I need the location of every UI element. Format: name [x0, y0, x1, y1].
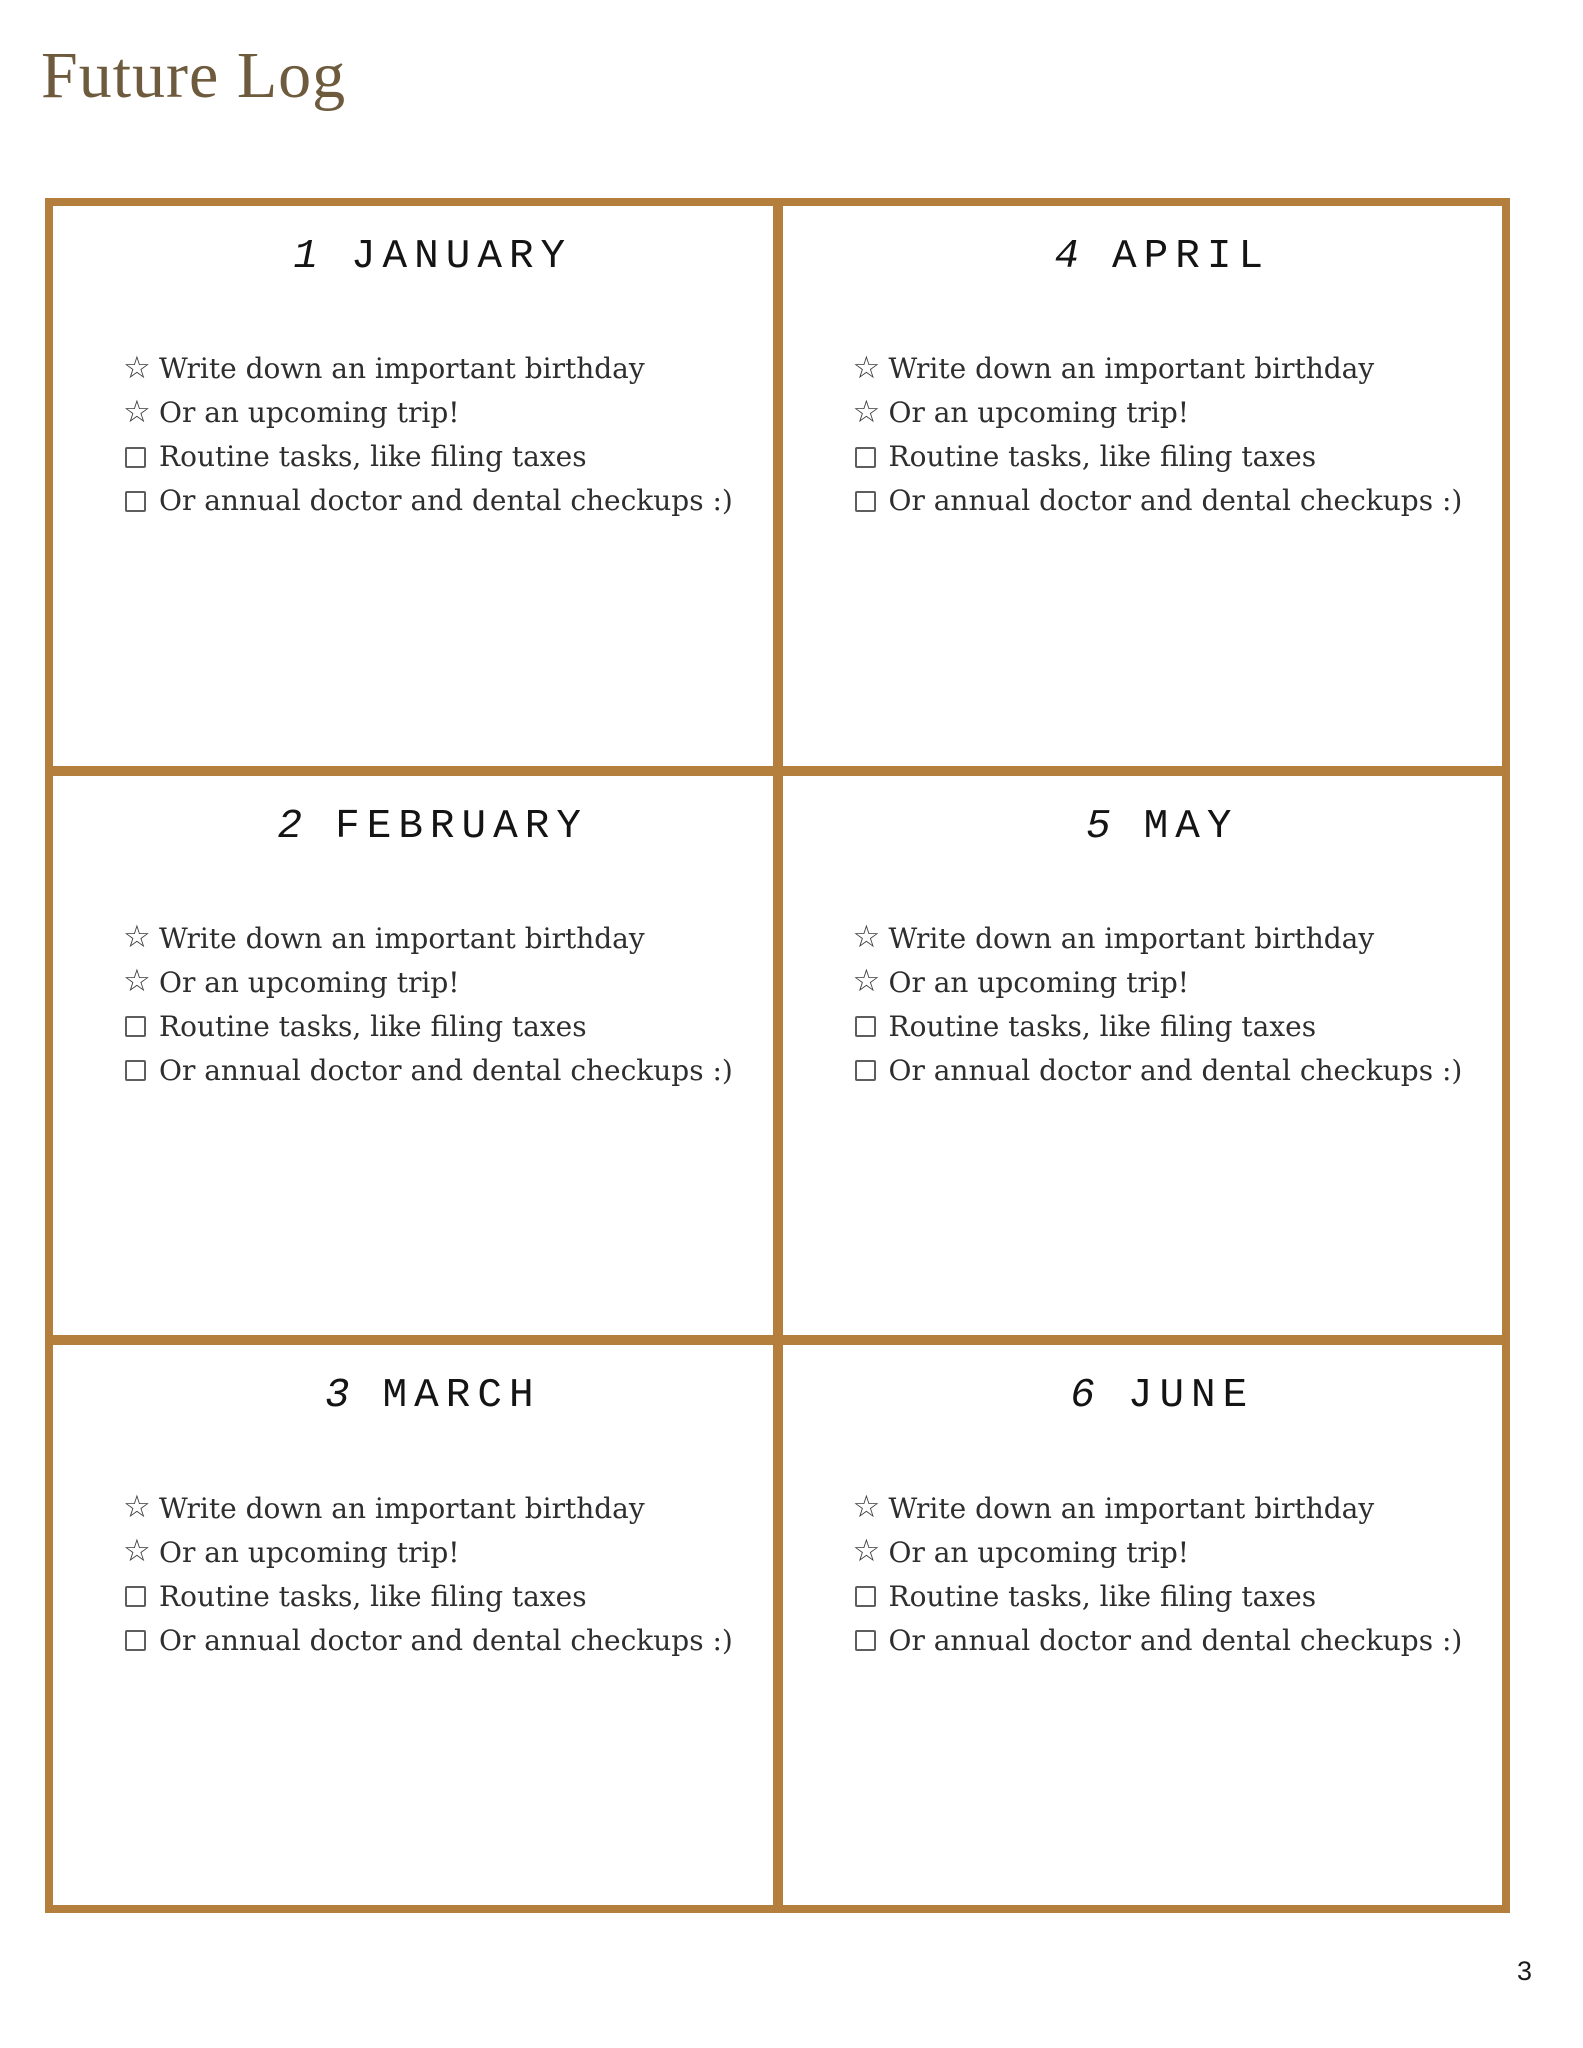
star-bullet [123, 919, 159, 956]
checklist-item [853, 1531, 1473, 1575]
month-heading [853, 232, 1473, 283]
checklist-item [123, 1049, 743, 1093]
checklist-item-text: Write down an important birthday [159, 921, 645, 955]
star-bullet [852, 393, 889, 430]
star-icon: ☆ [852, 349, 881, 386]
month-cell [53, 206, 773, 766]
checklist-item-text: Or an upcoming trip! [888, 965, 1189, 999]
star-icon: ☆ [852, 1489, 881, 1526]
month-heading [123, 1371, 743, 1422]
star-bullet [123, 349, 159, 386]
checklist [853, 347, 1473, 523]
checklist-item [853, 479, 1473, 523]
month-name: MARCH [382, 1373, 541, 1420]
checkbox-icon [855, 447, 876, 468]
month-heading [123, 232, 743, 283]
month-name: FEBRUARY [335, 803, 588, 850]
checklist-item-text: Or annual doctor and dental checkups :) [888, 1053, 1463, 1087]
checklist-item [853, 435, 1473, 479]
month-heading [123, 802, 743, 853]
month-cell [53, 776, 773, 1336]
checkbox-icon [125, 1630, 146, 1651]
checkbox-bullet [123, 1016, 159, 1037]
checkbox-icon [125, 447, 146, 468]
checkbox-bullet [853, 1586, 889, 1607]
checklist-item [853, 961, 1473, 1005]
star-icon: ☆ [852, 1533, 881, 1570]
star-bullet [852, 1533, 889, 1570]
checklist-item-text: Or an upcoming trip! [159, 1535, 460, 1569]
checkbox-bullet [853, 491, 889, 512]
checklist-item-text: Routine tasks, like filing taxes [888, 1579, 1317, 1613]
star-icon: ☆ [852, 919, 881, 956]
month-name: MAY [1143, 803, 1239, 850]
checkbox-bullet [853, 1016, 889, 1037]
star-icon: ☆ [123, 1533, 151, 1570]
checklist-item [853, 1575, 1473, 1619]
checklist-item [123, 917, 743, 961]
month-number: 2 [277, 803, 310, 850]
month-cell [783, 1345, 1503, 1905]
checklist [123, 347, 743, 523]
checklist-item [123, 961, 743, 1005]
month-name: JANUARY [350, 234, 573, 280]
page-number: 3 [1516, 1956, 1532, 1986]
star-bullet [123, 393, 159, 430]
checklist-item [853, 391, 1473, 435]
month-cell [783, 206, 1503, 766]
checklist-item-text: Write down an important birthday [159, 1491, 645, 1525]
checklist-item [123, 1619, 743, 1663]
star-bullet [123, 963, 159, 1000]
checklist-item [123, 391, 743, 435]
checklist-item [123, 1005, 743, 1049]
checklist-item-text: Write down an important birthday [888, 352, 1375, 386]
checkbox-bullet [123, 447, 159, 468]
checklist-item [123, 1487, 743, 1531]
checklist-item [853, 347, 1473, 391]
checklist-item-text: Or annual doctor and dental checkups :) [159, 1623, 733, 1657]
star-bullet [852, 349, 889, 386]
month-number: 6 [1070, 1373, 1102, 1420]
checklist-item [853, 1005, 1473, 1049]
checkbox-icon [125, 1016, 146, 1037]
checklist-item [123, 435, 743, 479]
checklist-item-text: Or annual doctor and dental checkups :) [888, 1623, 1463, 1657]
page-title: Future Log [41, 39, 347, 112]
star-bullet [852, 919, 889, 956]
checklist-item-text: Or annual doctor and dental checkups :) [159, 484, 733, 518]
checkbox-icon [855, 1586, 876, 1607]
checkbox-icon [125, 1060, 146, 1081]
checklist-item [853, 1487, 1473, 1531]
checklist-item-text: Or annual doctor and dental checkups :) [159, 1053, 733, 1087]
checkbox-icon [125, 1586, 146, 1607]
star-bullet [123, 1489, 159, 1526]
checklist-item [853, 917, 1473, 961]
checklist-item-text: Or annual doctor and dental checkups :) [888, 484, 1463, 518]
checklist-item-text: Or an upcoming trip! [159, 965, 460, 999]
star-bullet [852, 963, 889, 1000]
checkbox-icon [855, 1630, 876, 1651]
month-number: 3 [324, 1373, 357, 1420]
checkbox-bullet [123, 491, 159, 512]
checkbox-icon [855, 1060, 876, 1081]
checklist [123, 917, 743, 1093]
star-icon: ☆ [852, 963, 881, 1000]
month-name: JUNE [1127, 1373, 1255, 1420]
star-icon: ☆ [123, 349, 151, 386]
month-heading [853, 1371, 1473, 1422]
month-cell [783, 776, 1503, 1336]
checkbox-bullet [853, 1060, 889, 1081]
checkbox-bullet [853, 1630, 889, 1651]
checkbox-bullet [123, 1630, 159, 1651]
checklist-item [853, 1619, 1473, 1663]
checklist [123, 1487, 743, 1663]
checklist-item-text: Routine tasks, like filing taxes [159, 440, 587, 474]
star-icon: ☆ [123, 1489, 151, 1526]
checkbox-icon [855, 1016, 876, 1037]
star-bullet [852, 1489, 889, 1526]
checklist-item-text: Routine tasks, like filing taxes [888, 440, 1317, 474]
checkbox-bullet [123, 1060, 159, 1081]
star-bullet [123, 1533, 159, 1570]
star-icon: ☆ [123, 963, 151, 1000]
month-number: 5 [1086, 803, 1118, 850]
checklist-item [123, 1531, 743, 1575]
checklist [853, 917, 1473, 1093]
checklist-item-text: Routine tasks, like filing taxes [159, 1579, 587, 1613]
checklist-item [123, 479, 743, 523]
checkbox-bullet [853, 447, 889, 468]
checkbox-bullet [123, 1586, 159, 1607]
star-icon: ☆ [852, 393, 881, 430]
checklist-item [853, 1049, 1473, 1093]
checklist-item-text: Routine tasks, like filing taxes [159, 1009, 587, 1043]
future-log-grid [45, 198, 1510, 1913]
checklist-item-text: Routine tasks, like filing taxes [888, 1009, 1317, 1043]
month-name: APRIL [1112, 234, 1271, 280]
star-icon: ☆ [123, 393, 151, 430]
checklist-item-text: Write down an important birthday [159, 352, 645, 386]
checklist-item-text: Write down an important birthday [888, 1491, 1375, 1525]
month-number: 4 [1054, 234, 1087, 280]
checklist-item [123, 347, 743, 391]
month-heading [853, 802, 1473, 853]
checklist-item [123, 1575, 743, 1619]
checklist-item-text: Or an upcoming trip! [888, 396, 1189, 430]
checklist-item-text: Or an upcoming trip! [159, 396, 460, 430]
checkbox-icon [855, 491, 876, 512]
checklist-item-text: Or an upcoming trip! [888, 1535, 1189, 1569]
checklist-item-text: Write down an important birthday [888, 921, 1375, 955]
month-cell [53, 1345, 773, 1905]
month-number: 1 [293, 234, 325, 280]
star-icon: ☆ [123, 919, 151, 956]
checklist [853, 1487, 1473, 1663]
checkbox-icon [125, 491, 146, 512]
